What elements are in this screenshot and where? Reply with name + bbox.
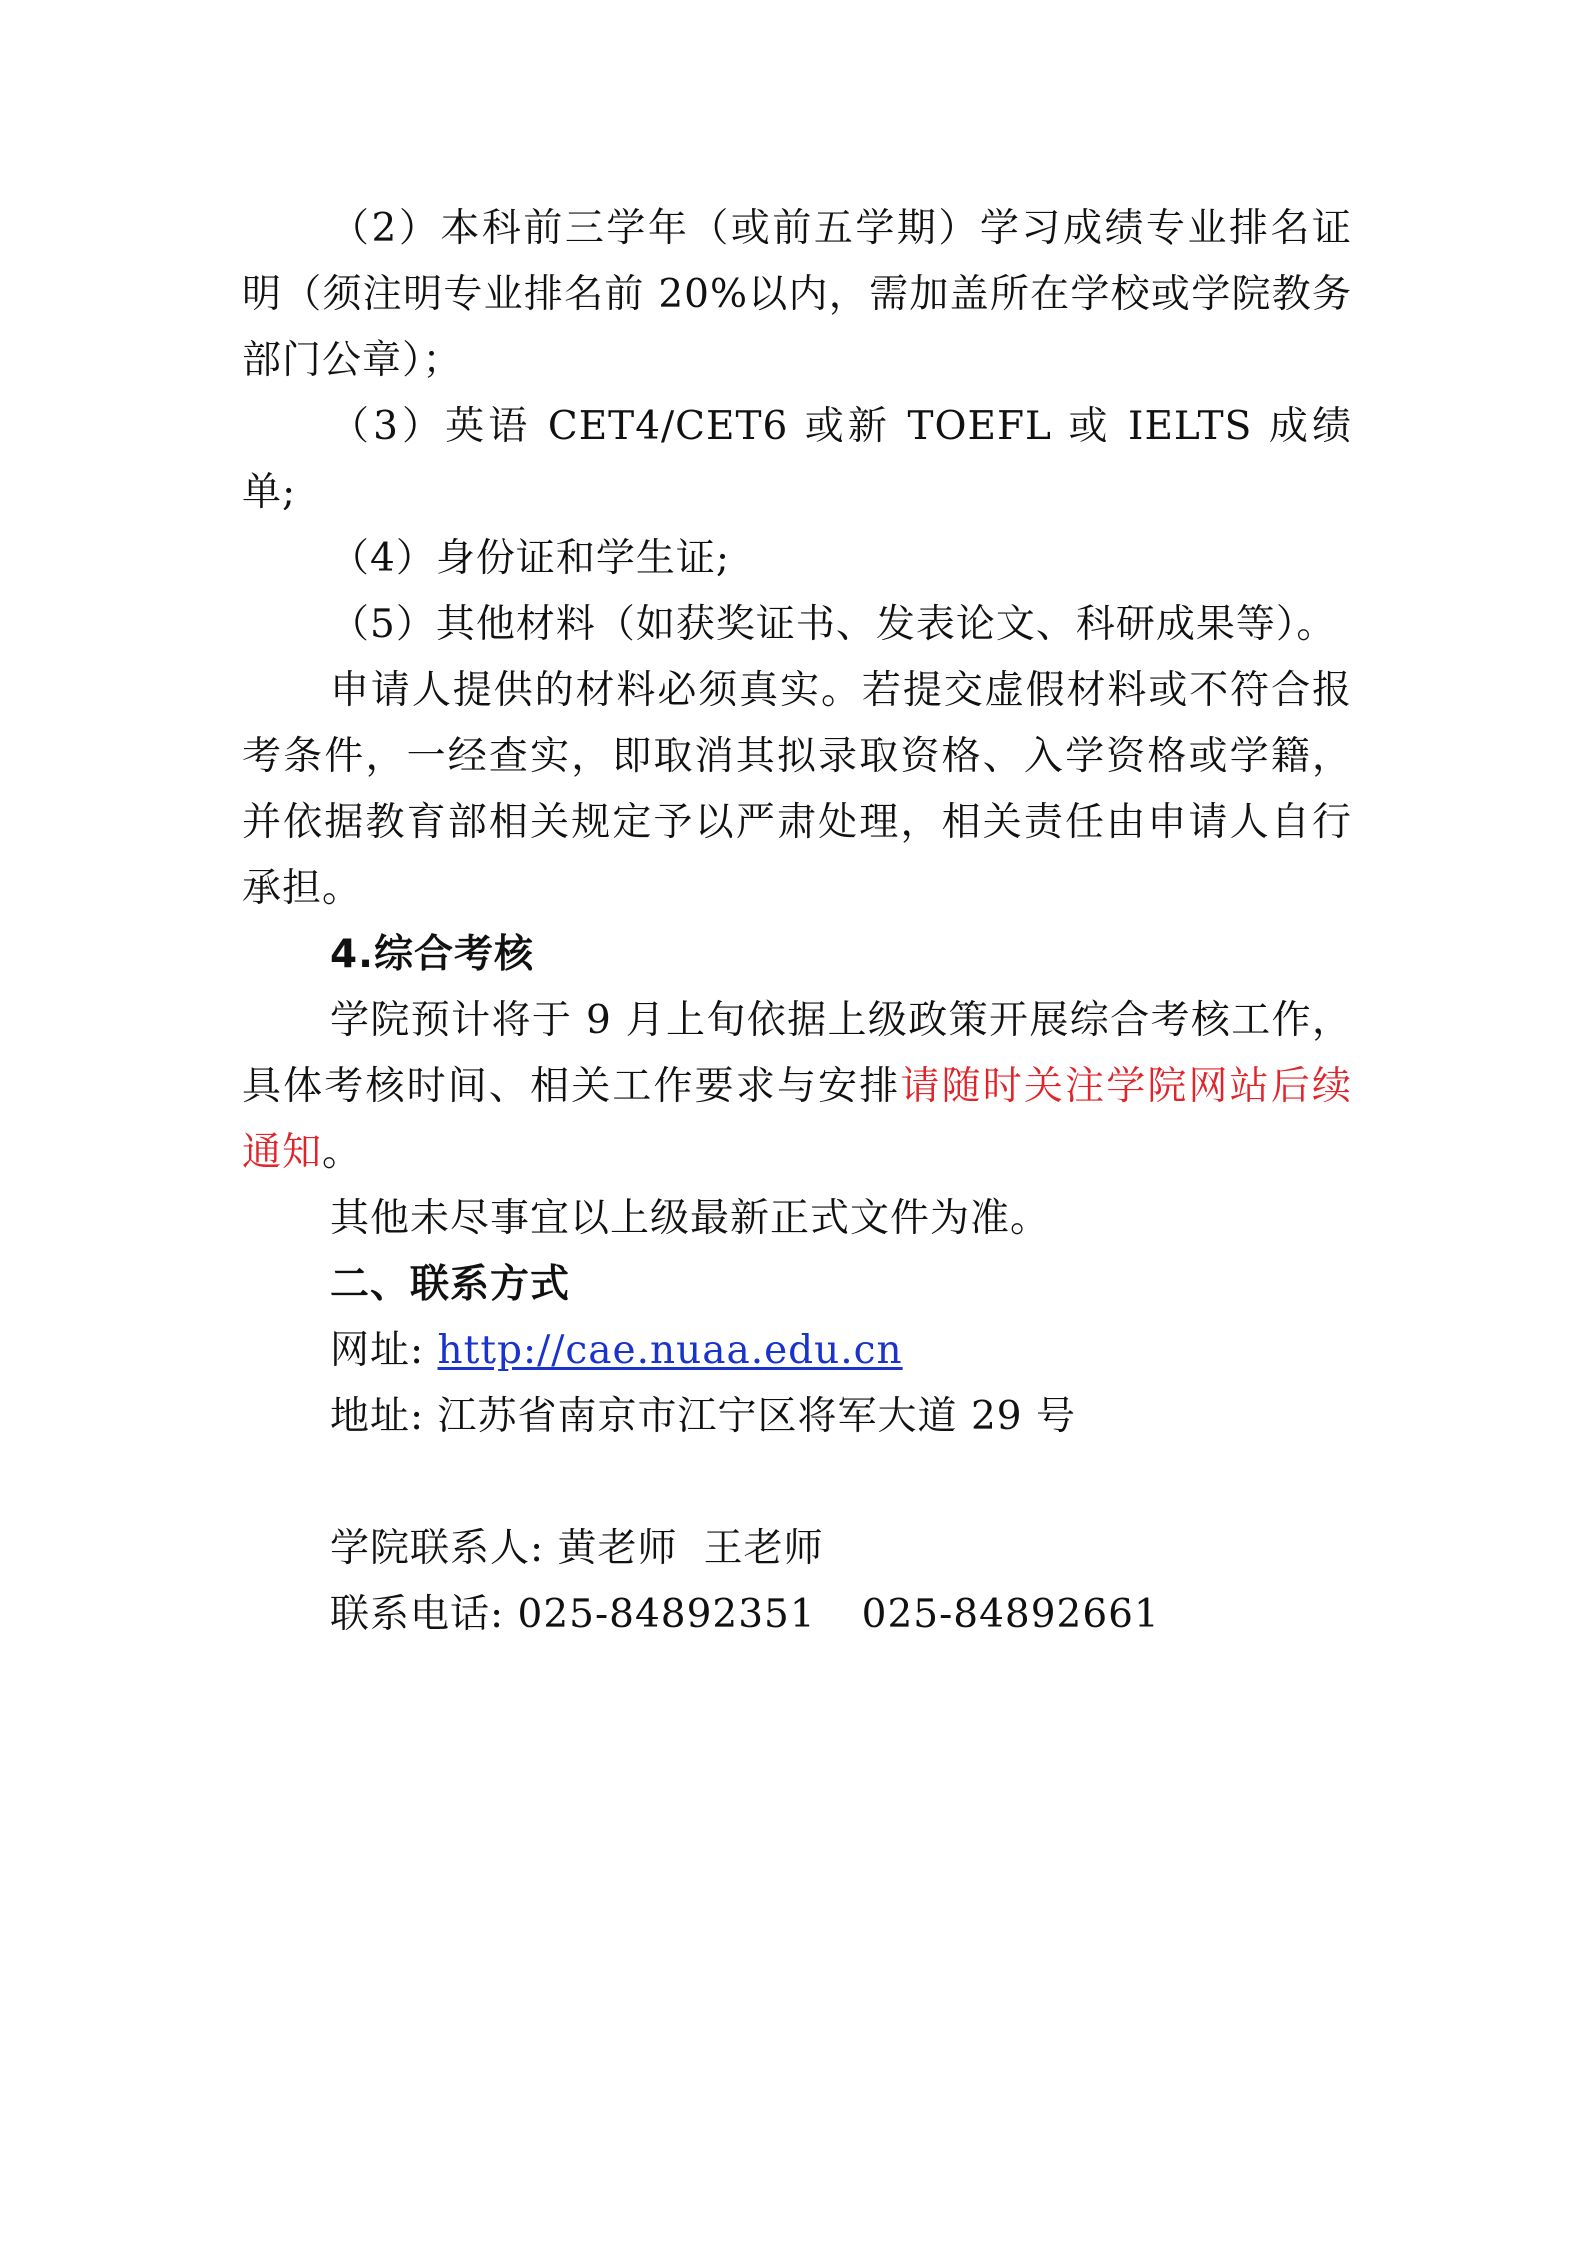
- address-value: 江苏省南京市江宁区将军大道 29 号: [437, 1394, 1076, 1439]
- assessment-heading: 4.综合考核: [330, 932, 534, 977]
- assessment-notice-highlight: 请随时关注学院网站后续通知: [242, 1064, 1352, 1175]
- material-item-3: （3）英语 CET4/CET6 或新 TOEFL 或 IELTS 成绩单;: [242, 404, 1352, 515]
- contact-person-label: 学院联系人:: [330, 1526, 558, 1571]
- assessment-paragraph: [242, 988, 1352, 1186]
- material-item-5: （5）其他材料（如获奖证书、发表论文、科研成果等）。: [330, 602, 1337, 647]
- phone-number-2: 025-84892661: [861, 1592, 1160, 1637]
- assessment-text-end: 。: [322, 1130, 363, 1175]
- contact-person-2: 王老师: [703, 1526, 824, 1571]
- blank-line: [242, 1450, 1352, 1516]
- contact-heading: 二、联系方式: [330, 1262, 571, 1307]
- assessment-text: 学院预计将于 9 月上旬依据上级政策开展综合考核工作，具体考核时间、相关工作要求与安排: [242, 998, 1352, 1109]
- other-matters: 其他未尽事宜以上级最新正式文件为准。: [330, 1196, 1051, 1241]
- website-line: [242, 1318, 1352, 1384]
- contact-person-1: 黄老师: [557, 1526, 678, 1571]
- address-line: [242, 1384, 1352, 1450]
- document-page: [242, 196, 1352, 1648]
- authenticity-notice: 申请人提供的材料必须真实。若提交虚假材料或不符合报考条件，一经查实，即取消其拟录取资格、入学资格或学籍，并依据教育部相关规定予以严肃处理，相关责任由申请人自行承担。: [242, 668, 1352, 911]
- address-label: 地址:: [330, 1394, 438, 1439]
- phone-line: [242, 1582, 1352, 1648]
- phone-number-1: 025-84892351: [517, 1592, 816, 1637]
- website-link[interactable]: http://cae.nuaa.edu.cn: [437, 1328, 903, 1373]
- phone-label: 联系电话:: [330, 1592, 518, 1637]
- contact-person-line: [242, 1516, 1352, 1582]
- material-item-4: （4）身份证和学生证;: [330, 536, 730, 581]
- website-label: 网址:: [330, 1328, 438, 1373]
- material-item-2: （2）本科前三学年（或前五学期）学习成绩专业排名证明（须注明专业排名前 20%以内，需加盖所在学校或学院教务部门公章）；: [242, 206, 1352, 383]
